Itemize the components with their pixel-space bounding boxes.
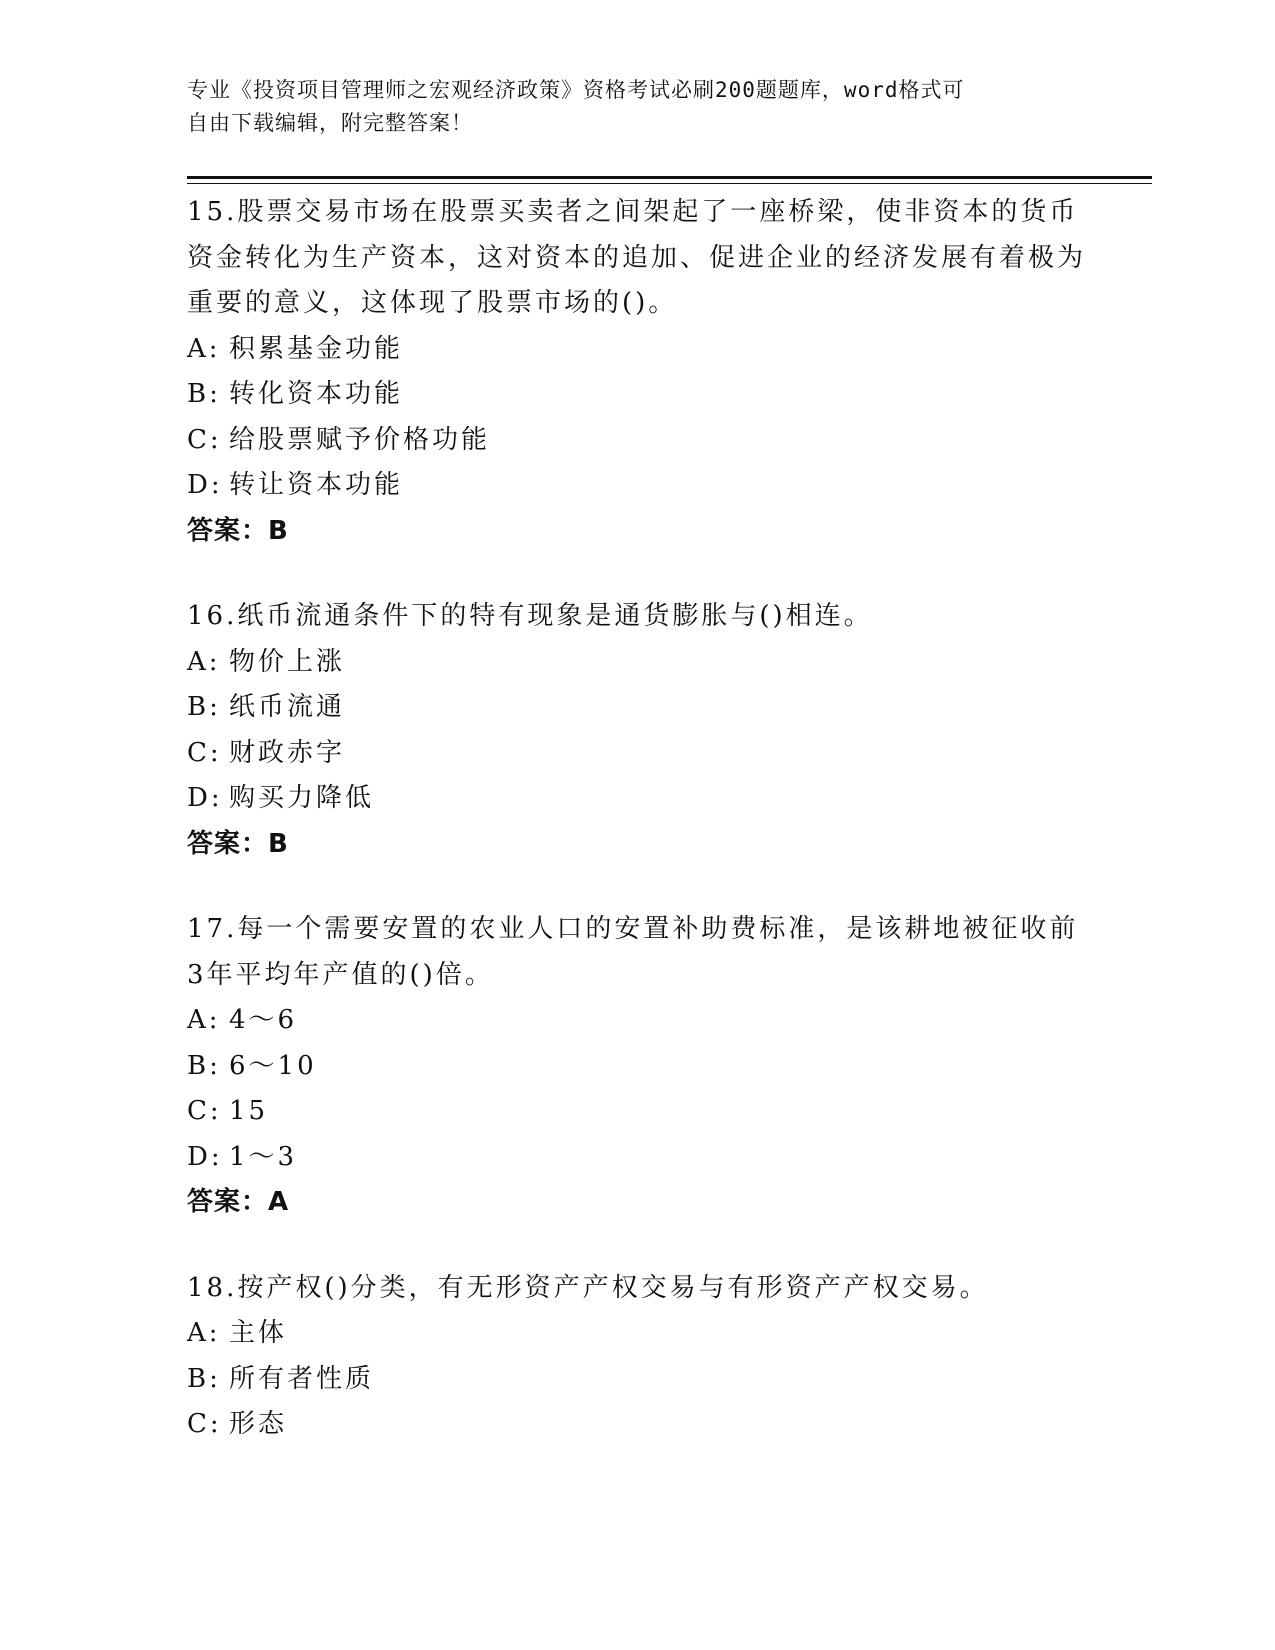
option-b bbox=[187, 1357, 1087, 1403]
answer-line: 答案：B bbox=[187, 515, 289, 546]
question-stem: 18.按产权()分类，有无形资产产权交易与有形资产产权交易。 bbox=[187, 1272, 989, 1303]
option-letter: A: bbox=[187, 333, 221, 364]
option-c bbox=[187, 1089, 1087, 1135]
header-line-2: 自由下载编辑，附完整答案！ bbox=[187, 111, 473, 135]
question-16 bbox=[187, 594, 1087, 867]
option-letter: C: bbox=[187, 424, 222, 455]
option-text: 转让资本功能 bbox=[229, 470, 404, 500]
option-letter: D: bbox=[187, 470, 223, 500]
option-letter: A: bbox=[187, 646, 221, 677]
option-a bbox=[187, 327, 1087, 373]
option-text: 形态 bbox=[229, 1409, 288, 1439]
option-text: 纸币流通 bbox=[229, 692, 346, 722]
option-c bbox=[187, 418, 1087, 464]
option-text: 物价上涨 bbox=[229, 646, 346, 677]
question-stem: 16.纸币流通条件下的特有现象是通货膨胀与()相连。 bbox=[187, 601, 873, 631]
option-b bbox=[187, 1044, 1087, 1090]
header-divider-thick bbox=[187, 176, 1152, 179]
option-letter: C: bbox=[187, 737, 222, 768]
question-15 bbox=[187, 190, 1087, 554]
option-text: 所有者性质 bbox=[229, 1363, 375, 1394]
option-text: 1～3 bbox=[229, 1141, 298, 1172]
option-b bbox=[187, 372, 1087, 418]
answer-line: 答案：A bbox=[187, 1187, 290, 1217]
option-c bbox=[187, 731, 1087, 777]
option-letter: A: bbox=[187, 1318, 221, 1348]
question-list bbox=[187, 190, 1087, 1488]
option-c bbox=[187, 1402, 1087, 1448]
option-a bbox=[187, 998, 1087, 1044]
option-text: 转化资本功能 bbox=[229, 379, 404, 409]
option-text: 15 bbox=[229, 1096, 269, 1126]
option-text: 6～10 bbox=[229, 1050, 317, 1081]
option-d bbox=[187, 1135, 1087, 1181]
option-a bbox=[187, 1311, 1087, 1357]
option-letter: D: bbox=[187, 1141, 223, 1172]
option-text: 积累基金功能 bbox=[229, 333, 404, 364]
question-stem: 17.每一个需要安置的农业人口的安置补助费标准，是该耕地被征收前3年平均年产值的()倍。 bbox=[187, 914, 1079, 990]
option-d bbox=[187, 463, 1087, 509]
document-header bbox=[187, 74, 1067, 140]
option-a bbox=[187, 640, 1087, 686]
option-letter: B: bbox=[187, 692, 221, 722]
option-letter: C: bbox=[187, 1409, 222, 1439]
option-letter: B: bbox=[187, 379, 221, 409]
header-divider-thin bbox=[187, 183, 1152, 184]
option-text: 财政赤字 bbox=[229, 737, 346, 768]
option-letter: B: bbox=[187, 1363, 221, 1394]
option-text: 主体 bbox=[229, 1318, 288, 1348]
option-d bbox=[187, 776, 1087, 822]
option-text: 购买力降低 bbox=[229, 783, 375, 813]
header-line-1: 专业《投资项目管理师之宏观经济政策》资格考试必刷200题题库，word格式可 bbox=[187, 78, 965, 102]
answer-line: 答案：B bbox=[187, 828, 289, 859]
question-17 bbox=[187, 907, 1087, 1226]
option-text: 给股票赋予价格功能 bbox=[229, 424, 491, 455]
option-b bbox=[187, 685, 1087, 731]
option-letter: A: bbox=[187, 1005, 221, 1035]
question-18 bbox=[187, 1266, 1087, 1448]
option-letter: D: bbox=[187, 783, 223, 813]
option-letter: C: bbox=[187, 1096, 222, 1126]
option-text: 4～6 bbox=[229, 1005, 298, 1035]
question-stem: 15.股票交易市场在股票买卖者之间架起了一座桥梁，使非资本的货币资金转化为生产资本，这对资本的追加、促进企业的经济发展有着极为重要的意义，这体现了股票市场的()。 bbox=[187, 197, 1087, 318]
option-letter: B: bbox=[187, 1050, 221, 1081]
